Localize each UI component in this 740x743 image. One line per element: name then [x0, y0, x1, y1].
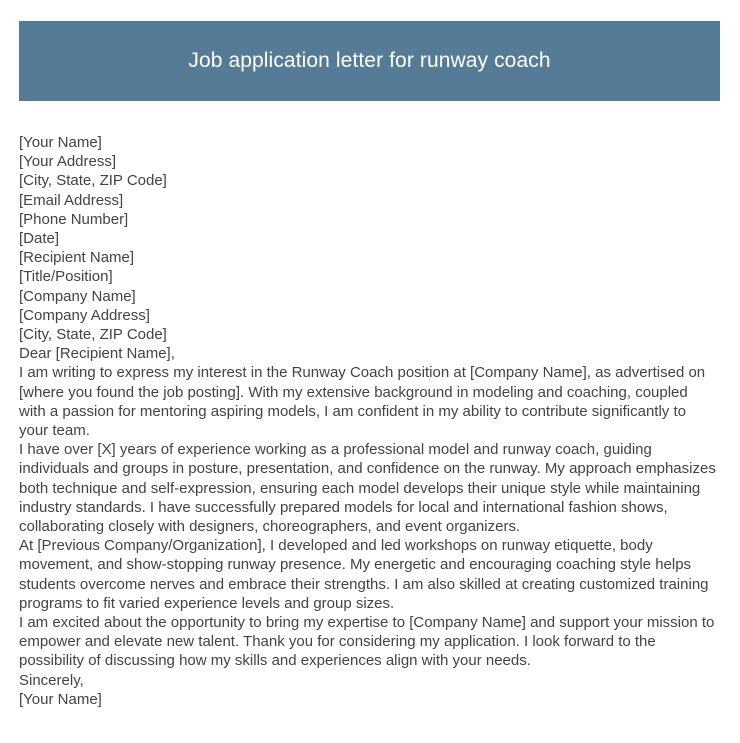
letter-line: [Phone Number] — [19, 210, 129, 228]
page-title: Job application letter for runway coach — [188, 49, 551, 72]
letter-line: [City, State, ZIP Code] — [19, 326, 167, 344]
letter-line: [Email Address] — [19, 191, 124, 209]
letter-line: [Your Name] — [19, 134, 102, 151]
letter-line: Sincerely, — [19, 671, 84, 689]
letter-line: [Date] — [19, 230, 60, 248]
letter-line: [Your Name] — [19, 690, 102, 708]
letter-paragraph: I am excited about the opportunity to bring my expertise to [Company Name] and support your mission to empower and elevate new talent. Thank you for considering my application. I look forward to the possibility of discussing how my skills and experiences align with your needs. — [19, 614, 715, 670]
letter-line: [Company Address] — [19, 306, 150, 324]
letter-line: [Company Name] — [19, 287, 136, 305]
letter-line: [City, State, ZIP Code] — [19, 172, 167, 190]
letter-body — [19, 133, 716, 709]
letter-line: [Your Address] — [19, 153, 117, 171]
letter-line: Dear [Recipient Name], — [19, 345, 175, 363]
document-header-banner — [19, 21, 720, 101]
letter-paragraph: I am writing to express my interest in the Runway Coach position at [Company Name], as advertised on [where you found the job posting]. With my extensive background in modeling and coaching, coupled with a passion for mentoring aspiring models, I am confident in my ability to contribute significantly to your team. — [19, 364, 706, 440]
letter-line: [Title/Position] — [19, 268, 113, 286]
letter-paragraph: At [Previous Company/Organization], I developed and led workshops on runway etiquette, body movement, and show-stopping runway presence. My energetic and encouraging coaching style helps students overcome nerves and embrace their strengths. I am also skilled at creating customized training programs to fit varied experience levels and group sizes. — [19, 537, 709, 612]
letter-paragraph: I have over [X] years of experience working as a professional model and runway coach, guiding individuals and groups in posture, presentation, and confidence on the runway. My approach emphasizes both technique and self-expression, ensuring each model develops their unique style while maintaining industry standards. I have successfully prepared models for local and international fashion shows, collaborating closely with designers, choreographers, and event organizers. — [19, 441, 716, 536]
letter-line: [Recipient Name] — [19, 249, 135, 267]
